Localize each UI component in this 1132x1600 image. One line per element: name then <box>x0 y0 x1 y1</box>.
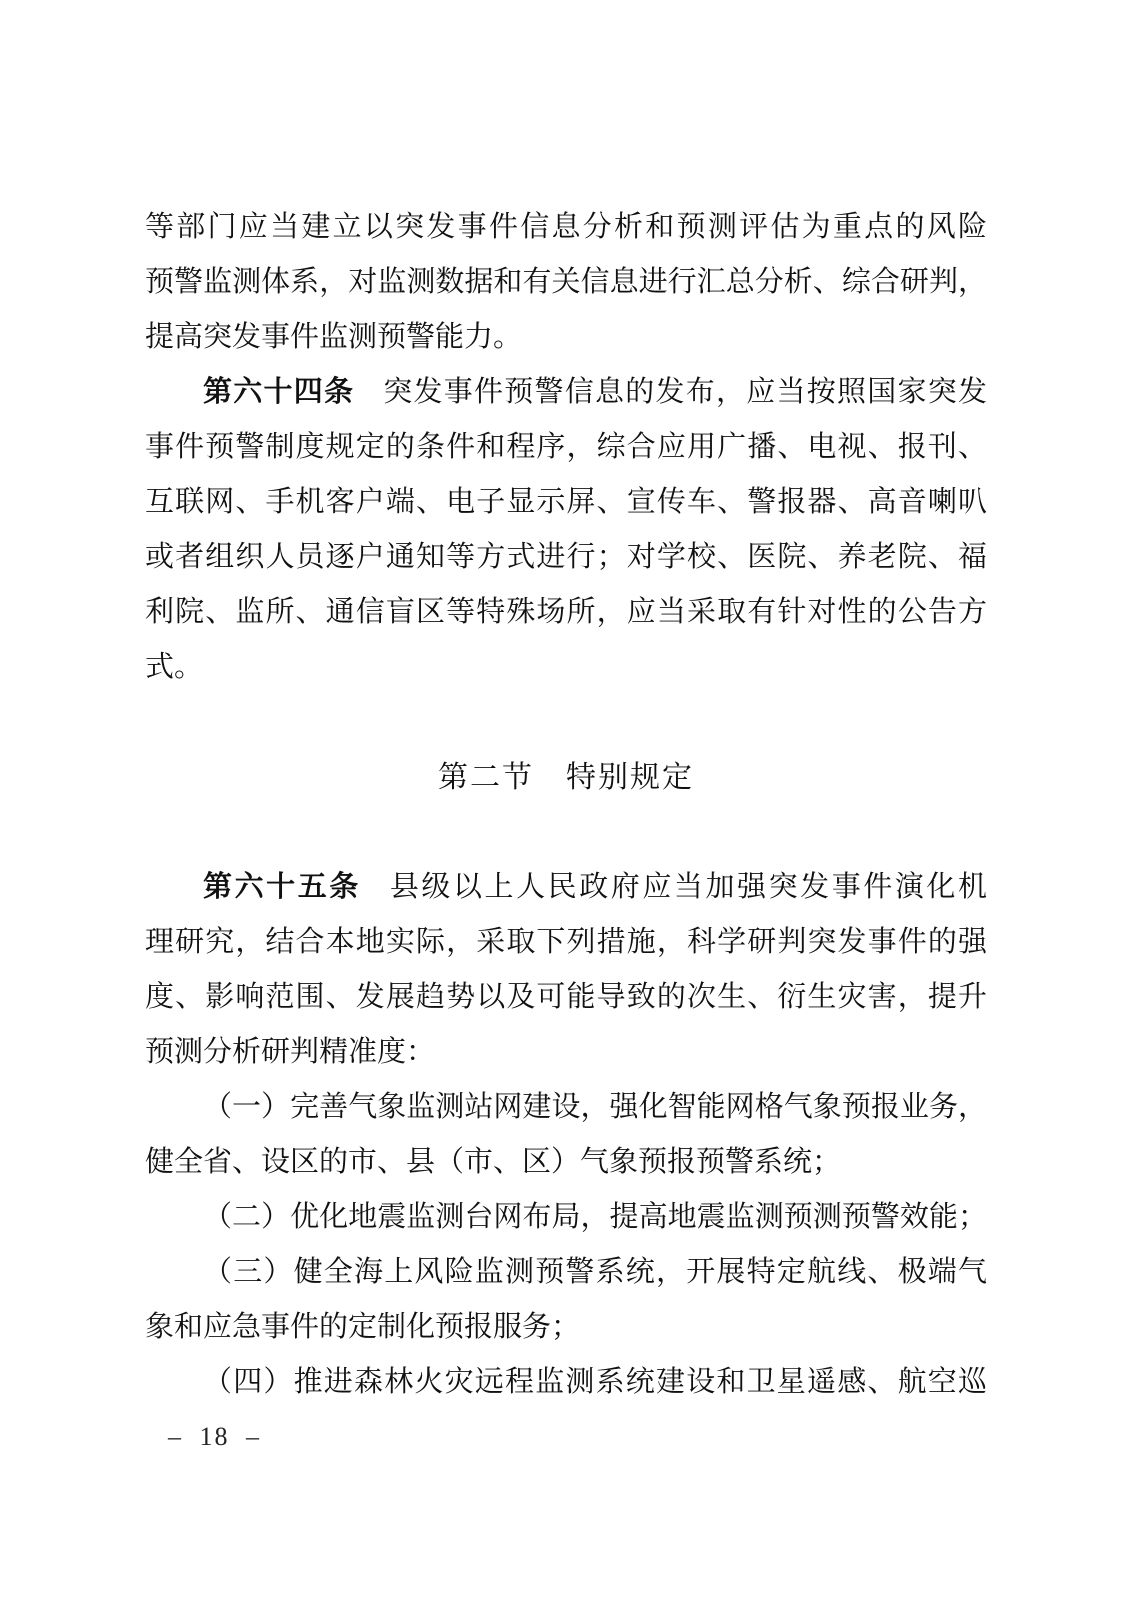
para-continuation-line: 提高突发事件监测预警能力。 <box>145 321 523 353</box>
article-65-line <box>145 860 987 915</box>
article-64-line: 利院、监所、通信盲区等特殊场所，应当采取有针对性的公告方 <box>145 596 987 628</box>
article-64-line: 式。 <box>145 651 204 683</box>
document-body <box>145 200 987 1410</box>
page-number: – 18 – <box>168 1422 261 1451</box>
list-item-3-line: 象和应急事件的定制化预报服务； <box>145 1311 581 1343</box>
article-64-line: 互联网、手机客户端、电子显示屏、宣传车、警报器、高音喇叭 <box>145 486 987 518</box>
article-65-number: 第六十五条 <box>203 871 361 903</box>
para-continuation-line: 预警监测体系，对监测数据和有关信息进行汇总分析、综合研判， <box>145 266 987 298</box>
article-64-line: 事件预警制度规定的条件和程序，综合应用广播、电视、报刊、 <box>145 431 987 463</box>
article-64-line <box>145 365 987 420</box>
article-65-line: 预测分析研判精准度： <box>145 1036 436 1068</box>
list-item-1-line: （一）完善气象监测站网建设，强化智能网格气象预报业务， <box>203 1091 987 1123</box>
article-64-number: 第六十四条 <box>203 376 355 408</box>
section-heading: 第二节 特别规定 <box>438 761 694 794</box>
article-64-text: 突发事件预警信息的发布，应当按照国家突发 <box>383 376 987 408</box>
article-65-line: 度、影响范围、发展趋势以及可能导致的次生、衍生灾害，提升 <box>145 981 987 1013</box>
para-continuation-line: 等部门应当建立以突发事件信息分析和预测评估为重点的风险 <box>145 211 987 243</box>
list-item-3-line: （三）健全海上风险监测预警系统，开展特定航线、极端气 <box>203 1256 987 1288</box>
article-65-text: 县级以上人民政府应当加强突发事件演化机 <box>389 871 987 903</box>
article-65-line: 理研究，结合本地实际，采取下列措施，科学研判突发事件的强 <box>145 926 987 958</box>
article-64-line: 或者组织人员逐户通知等方式进行；对学校、医院、养老院、福 <box>145 541 987 573</box>
list-item-4-line: （四）推进森林火灾远程监测系统建设和卫星遥感、航空巡 <box>203 1366 987 1398</box>
list-item-1-line: 健全省、设区的市、县（市、区）气象预报预警系统； <box>145 1146 842 1178</box>
list-item-2-line: （二）优化地震监测台网布局，提高地震监测预测预警效能； <box>203 1201 987 1233</box>
